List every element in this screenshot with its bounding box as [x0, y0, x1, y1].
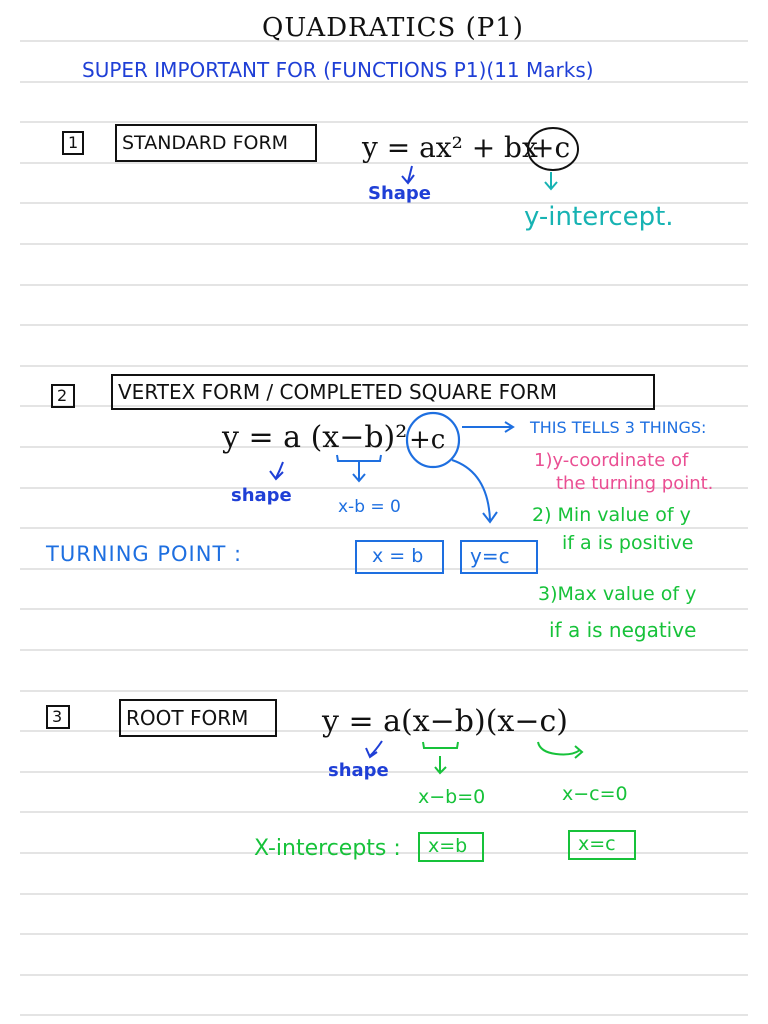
- section-3-shape-label: shape: [328, 760, 389, 781]
- root-bracket-c: [538, 742, 582, 758]
- section-2-heading: VERTEX FORM / COMPLETED SQUARE FORM: [118, 380, 557, 404]
- section-2-thing1-line2: the turning point.: [556, 473, 714, 494]
- shape-arrow-1: [402, 166, 414, 183]
- section-1-constant: +c: [531, 131, 571, 164]
- tells-arrow: [462, 422, 513, 432]
- shape-arrow-3: [366, 741, 382, 757]
- section-2-thing2-line2: if a is positive: [562, 532, 694, 554]
- section-2-equation: y = a (x−b)²: [222, 420, 408, 455]
- section-2-number: 2: [57, 386, 68, 405]
- section-1-number: 1: [68, 133, 79, 152]
- intercept-b-value: x=b: [428, 835, 468, 857]
- section-3-heading: ROOT FORM: [126, 706, 249, 730]
- section-2-thing1-line1: 1)y-coordinate of: [534, 450, 689, 471]
- section-1-intercept-label: y-intercept.: [524, 202, 674, 232]
- section-2-thing2-line1: 2) Min value of y: [532, 504, 691, 526]
- turning-y-value: y=c: [470, 544, 510, 568]
- section-2-root-eq: x-b = 0: [338, 497, 401, 517]
- root-bracket-b: [423, 742, 458, 773]
- turning-x-value: x = b: [372, 545, 424, 567]
- section-2-thing3-line1: 3)Max value of y: [538, 583, 697, 605]
- down-curve-arrow: [452, 460, 497, 522]
- intercept-arrow-1: [545, 172, 557, 189]
- section-2-shape-label: shape: [231, 485, 292, 506]
- section-2-turning-label: TURNING POINT :: [46, 542, 243, 566]
- section-3-number: 3: [52, 707, 63, 726]
- section-3-eq-b: x−b=0: [418, 786, 486, 808]
- shape-arrow-2: [270, 462, 283, 479]
- section-2-tells: THIS TELLS 3 THINGS:: [530, 418, 707, 437]
- section-3-eq-c: x−c=0: [562, 783, 628, 805]
- page-subtitle: SUPER IMPORTANT FOR (FUNCTIONS P1)(11 Marks): [82, 58, 594, 82]
- section-1-heading: STANDARD FORM: [122, 132, 289, 154]
- section-2-thing3-line2: if a is negative: [549, 618, 697, 642]
- section-1-equation: y = ax² + bx: [362, 131, 538, 164]
- section-3-equation: y = a(x−b)(x−c): [322, 704, 568, 739]
- intercept-c-value: x=c: [578, 833, 616, 855]
- page-title: QUADRATICS (P1): [262, 13, 524, 43]
- section-2-constant: +c: [409, 425, 446, 455]
- section-3-intercepts-label: X-intercepts :: [254, 836, 401, 861]
- root-bracket-2: [337, 455, 381, 481]
- section-1-shape-label: Shape: [368, 183, 432, 204]
